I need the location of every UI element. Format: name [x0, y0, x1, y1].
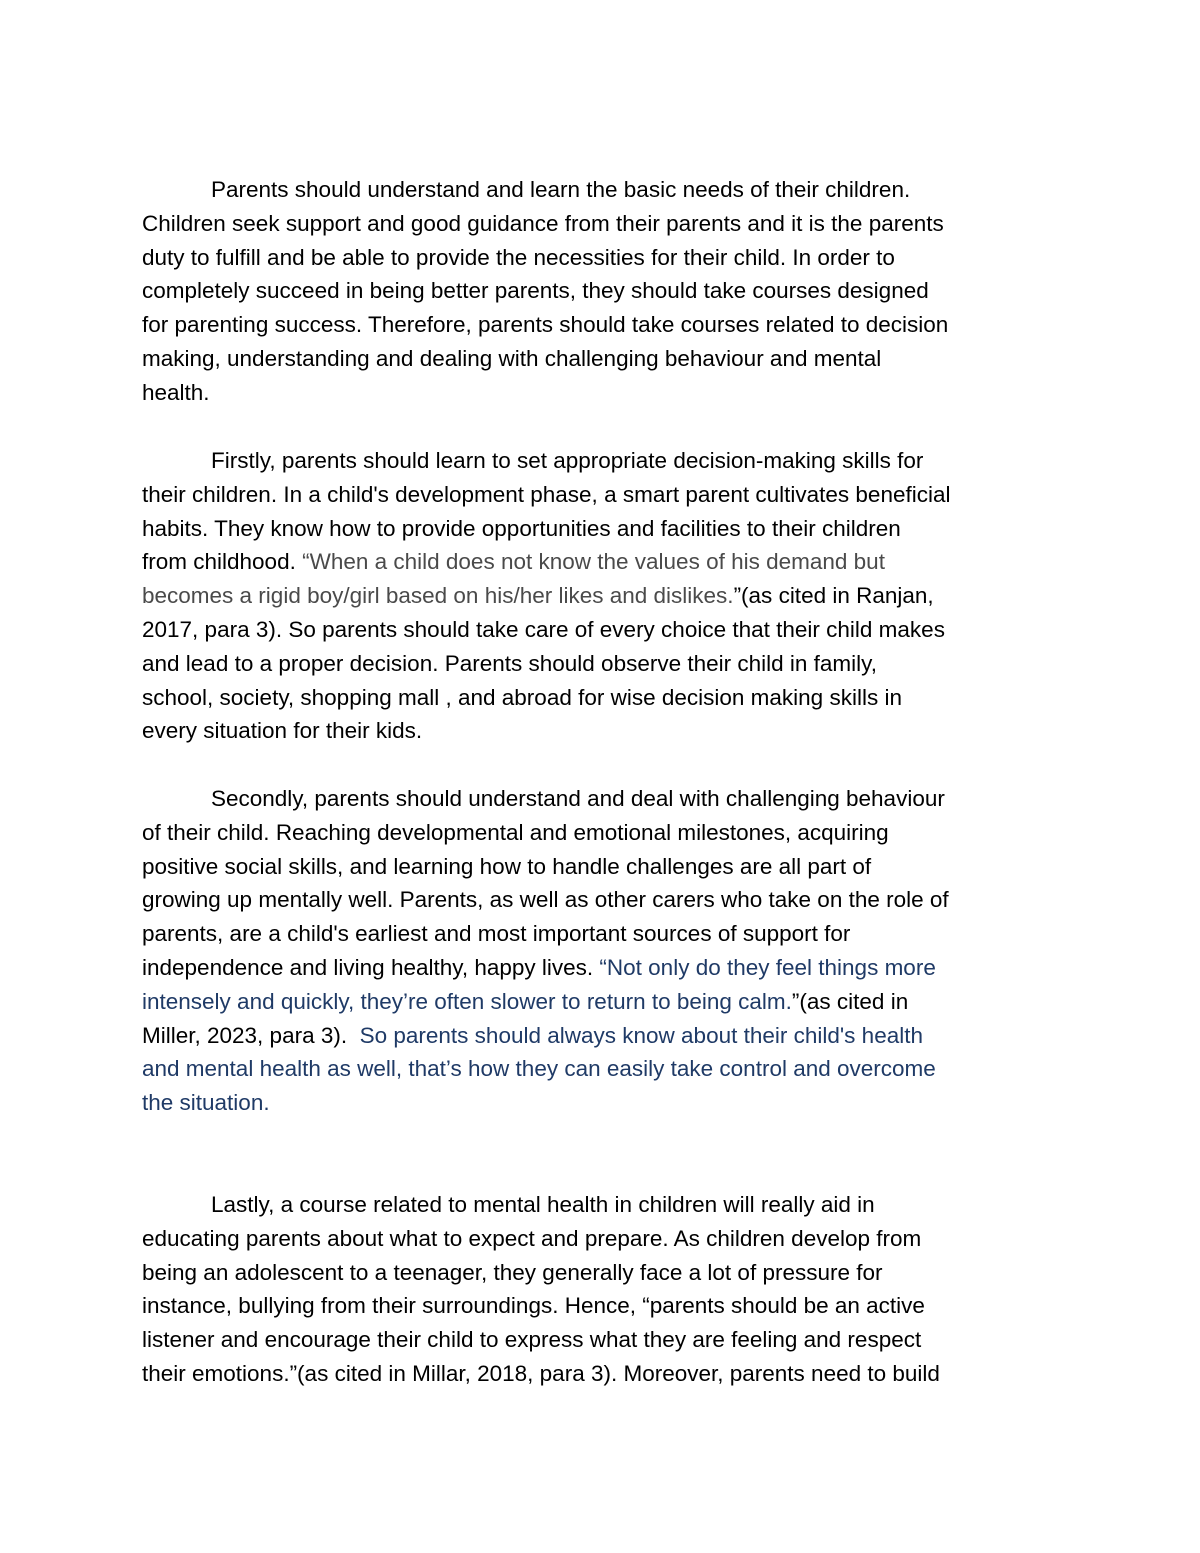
- text-run: from childhood.: [142, 549, 303, 575]
- text-line: of their child. Reaching developmental and emotional milestones, acquiring: [142, 819, 889, 845]
- citation-text: Miller, 2023, para 3).: [142, 1022, 360, 1048]
- paragraph-mental-health: [142, 1188, 1062, 1391]
- text-line: instance, bullying from their surroundings. Hence, “parents should be an active: [142, 1293, 925, 1319]
- text-run: independence and living healthy, happy lives.: [142, 954, 600, 980]
- text-line: parents, are a child's earliest and most important sources of support for: [142, 921, 851, 947]
- text-line: [142, 1019, 1062, 1053]
- highlighted-text-line: and mental health as well, that’s how they can easily take control and overcome: [142, 1056, 936, 1082]
- citation-text: ”(as cited in: [791, 988, 909, 1014]
- text-line: making, understanding and dealing with challenging behaviour and mental: [142, 345, 882, 371]
- text-line: positive social skills, and learning how to handle challenges are all part of: [142, 853, 872, 879]
- quote-text: intensely and quickly, they’re often slower to return to being calm.: [142, 988, 792, 1014]
- text-line: [142, 579, 1062, 613]
- text-line: [142, 951, 1062, 985]
- text-line: [142, 545, 1062, 579]
- highlighted-text: So parents should always know about their child's health: [359, 1022, 923, 1048]
- text-line: 2017, para 3). So parents should take care of every choice that their child makes: [142, 616, 945, 642]
- text-line: duty to fulfill and be able to provide the necessities for their child. In order to: [142, 244, 895, 270]
- quote-text: “When a child does not know the values of his demand but: [302, 549, 885, 575]
- text-line: Parents should understand and learn the basic needs of their children.: [211, 177, 911, 202]
- text-line: Children seek support and good guidance from their parents and it is the parents: [142, 210, 944, 236]
- text-line: habits. They know how to provide opportunities and facilities to their children: [142, 515, 901, 541]
- text-line: Secondly, parents should understand and deal with challenging behaviour: [211, 786, 945, 811]
- text-line: Firstly, parents should learn to set appropriate decision-making skills for: [211, 448, 924, 473]
- text-line: school, society, shopping mall , and abroad for wise decision making skills in: [142, 684, 902, 710]
- text-line: [142, 985, 1062, 1019]
- quote-text: “Not only do they feel things more: [599, 954, 936, 980]
- paragraph-decision-making: [142, 444, 1062, 748]
- text-line: completely succeed in being better parents, they should take courses designed: [142, 278, 929, 304]
- citation-text: ”(as cited in Ranjan,: [733, 583, 934, 609]
- text-line: their children. In a child's development phase, a smart parent cultivates beneficial: [142, 481, 951, 507]
- text-line: every situation for their kids.: [142, 718, 423, 744]
- text-line: health.: [142, 379, 210, 405]
- highlighted-text-line: the situation.: [142, 1090, 270, 1116]
- text-line: growing up mentally well. Parents, as well as other carers who take on the role of: [142, 887, 949, 913]
- quote-text: becomes a rigid boy/girl based on his/her likes and dislikes.: [142, 583, 734, 609]
- text-line: their emotions.”(as cited in Millar, 2018, para 3). Moreover, parents need to build: [142, 1360, 940, 1386]
- text-line: listener and encourage their child to express what they are feeling and respect: [142, 1327, 922, 1353]
- text-line: for parenting success. Therefore, parents should take courses related to decision: [142, 312, 949, 338]
- text-line: educating parents about what to expect and prepare. As children develop from: [142, 1225, 922, 1251]
- text-line: and lead to a proper decision. Parents should observe their child in family,: [142, 650, 877, 676]
- text-line: Lastly, a course related to mental health in children will really aid in: [211, 1192, 875, 1217]
- paragraph-introduction: [142, 173, 1062, 410]
- text-line: being an adolescent to a teenager, they generally face a lot of pressure for: [142, 1259, 883, 1285]
- paragraph-challenging-behaviour: [142, 782, 1062, 1120]
